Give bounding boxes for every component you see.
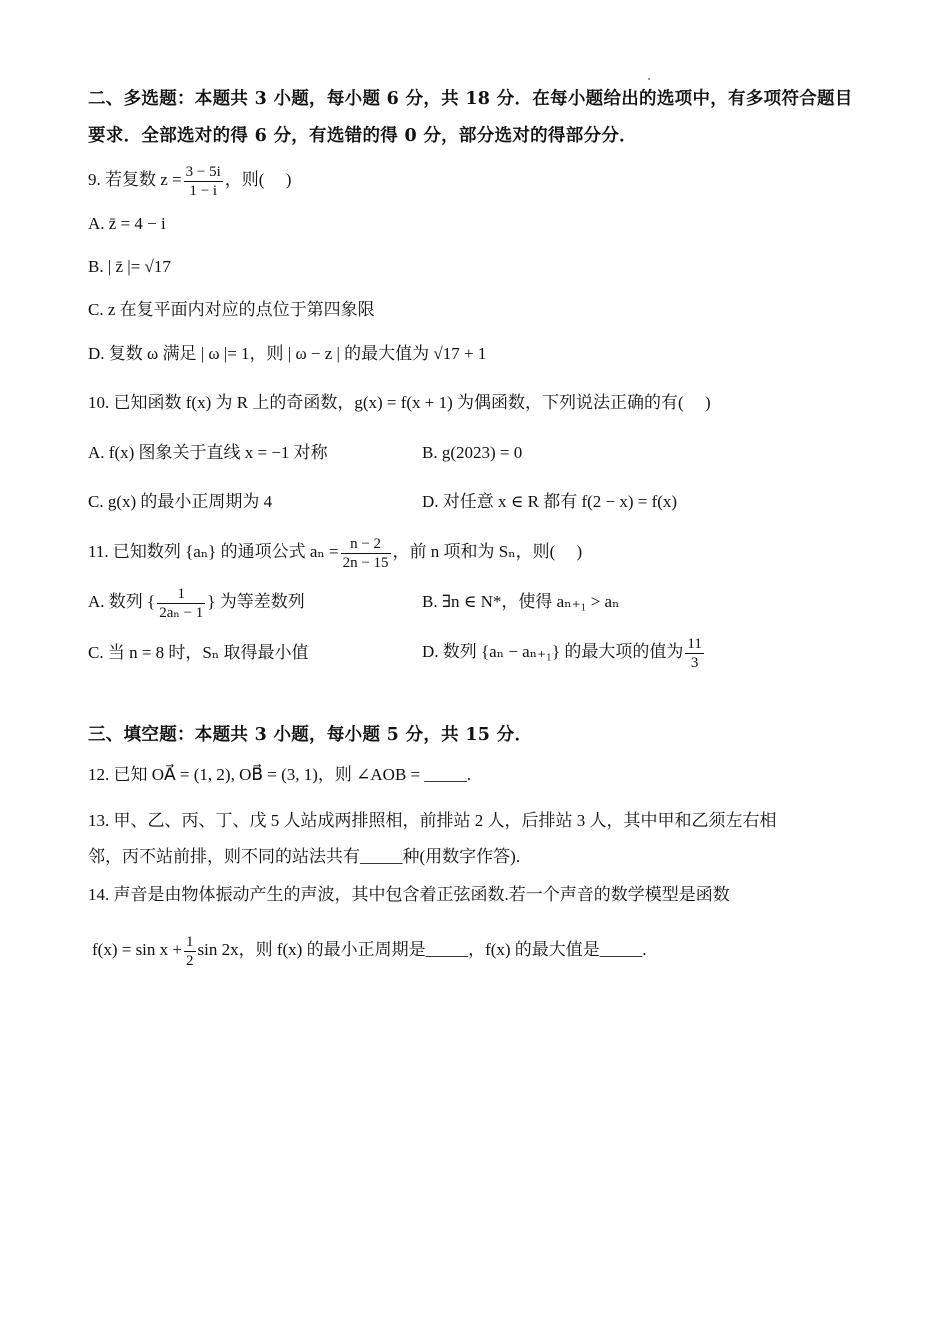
q11-option-c: C. 当 n = 8 时，Sₙ 取得最小值 bbox=[88, 643, 309, 662]
q10-option-c: C. g(x) 的最小正周期为 4 bbox=[88, 492, 273, 511]
q9-stem-post: ，则( ) bbox=[224, 170, 292, 189]
q10-stem: 10. 已知函数 f(x) 为 R 上的奇函数，g(x) = f(x + 1) 为偶函数，下列说法正确的有( ) bbox=[88, 393, 711, 412]
q14-pre: f(x) = sin x + bbox=[92, 940, 182, 959]
q10-option-a: A. f(x) 图象关于直线 x = −1 对称 bbox=[88, 443, 328, 462]
q14-fraction bbox=[184, 933, 196, 970]
q11-a-denominator: 2aₙ − 1 bbox=[159, 604, 204, 621]
q14-line1: 14. 声音是由物体振动产生的声波，其中包含着正弦函数.若一个声音的数学模型是函数 bbox=[88, 885, 730, 904]
q14-line2 bbox=[92, 930, 647, 970]
section2-heading-line2: 要求．全部选对的得 6 分，有选错的得 0 分，部分选对的得部分分． bbox=[88, 126, 637, 146]
q10-option-d: D. 对任意 x ∈ R 都有 f(2 − x) = f(x) bbox=[422, 492, 678, 511]
q9-numerator: 3 − 5i bbox=[185, 163, 221, 180]
q11-option-a bbox=[88, 582, 305, 622]
q11-d-denominator: 3 bbox=[690, 654, 699, 671]
q11-stem-post: ，前 n 项和为 Sₙ，则( ) bbox=[392, 542, 583, 561]
q9-option-b: B. | z̄ |= √17 bbox=[88, 257, 171, 276]
q11-option-d bbox=[422, 632, 706, 672]
q12-text: 12. 已知 OA⃗ = (1, 2), OB⃗ = (3, 1)，则 ∠AOB = _____. bbox=[88, 765, 472, 784]
q10-option-b: B. g(2023) = 0 bbox=[422, 443, 523, 462]
q9-stem bbox=[88, 160, 291, 200]
q13-line2: 邻，丙不站前排，则不同的站法共有_____种(用数字作答). bbox=[88, 847, 521, 866]
q11-denominator: 2n − 15 bbox=[342, 554, 389, 571]
q11-option-b: B. ∃n ∈ N*，使得 aₙ₊₁ > aₙ bbox=[422, 592, 620, 611]
q11-numerator: n − 2 bbox=[341, 535, 391, 554]
q13-line1: 13. 甲、乙、丙、丁、戊 5 人站成两排照相，前排站 2 人，后排站 3 人，其中甲和乙须左右相 bbox=[88, 811, 777, 830]
q9-option-d: D. 复数 ω 满足 | ω |= 1，则 | ω − z | 的最大值为 √17 + 1 bbox=[88, 344, 487, 363]
q11-stem-pre: 11. 已知数列 {aₙ} 的通项公式 aₙ = bbox=[88, 542, 339, 561]
q11-a-fraction bbox=[157, 585, 205, 622]
scan-dot bbox=[648, 78, 650, 80]
q14-post: sin 2x，则 f(x) 的最小正周期是_____，f(x) 的最大值是_____. bbox=[197, 940, 647, 959]
q11-d-fraction bbox=[685, 635, 703, 672]
q14-denominator: 2 bbox=[186, 952, 194, 969]
q11-a-post: } 为等差数列 bbox=[207, 592, 305, 611]
q11-d-numerator: 11 bbox=[687, 635, 702, 652]
q11-stem bbox=[88, 532, 582, 572]
q9-denominator: 1 − i bbox=[189, 182, 218, 199]
q9-fraction bbox=[184, 163, 223, 200]
section2-heading-line1: 二、多选题：本题共 3 小题，每小题 6 分，共 18 分．在每小题给出的选项中，有多项符合题目 bbox=[88, 89, 853, 109]
q9-option-a: A. z̄ = 4 − i bbox=[88, 214, 166, 233]
q9-option-c: C. z 在复平面内对应的点位于第四象限 bbox=[88, 300, 375, 319]
q11-a-numerator: 1 bbox=[157, 585, 205, 604]
section3-heading: 三、填空题：本题共 3 小题，每小题 5 分，共 15 分． bbox=[88, 725, 533, 745]
q11-d-pre: D. 数列 {aₙ − aₙ₊₁} 的最大项的值为 bbox=[422, 642, 684, 661]
q14-numerator: 1 bbox=[186, 933, 194, 950]
q11-fraction bbox=[341, 535, 391, 572]
q11-a-pre: A. 数列 { bbox=[88, 592, 156, 611]
q9-stem-pre: 9. 若复数 z = bbox=[88, 170, 182, 189]
